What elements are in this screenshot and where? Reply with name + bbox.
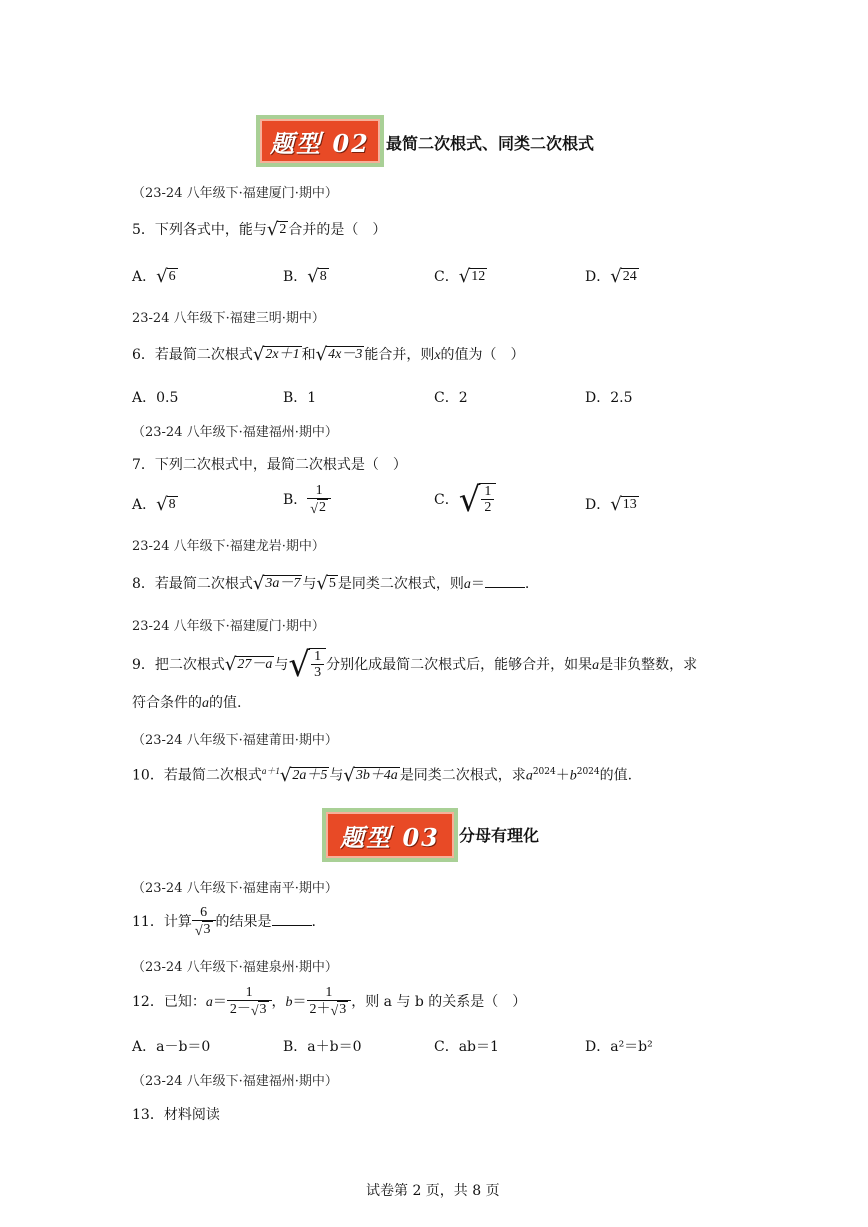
question-5: 5．下列各式中，能与 √ 2 合并的是（ ） bbox=[132, 219, 387, 240]
question-source: （23-24 八年级下·福建泉州·期中） bbox=[132, 960, 338, 975]
question-source: （23-24 八年级下·福建莆田·期中） bbox=[132, 733, 338, 748]
question-source: 23-24 八年级下·福建龙岩·期中） bbox=[132, 539, 325, 554]
question-10: 10．若最简二次根式$^{a+1}$ √ 2a＋5 与 √ 3b＋4a 是同类二次根式，求$a^{2024}+b^{2024}$的值. bbox=[132, 764, 633, 786]
section-title-02: 最简二次根式、同类二次根式 bbox=[386, 134, 595, 153]
answer-blank bbox=[485, 575, 525, 588]
question-source: （23-24 八年级下·福建南平·期中） bbox=[132, 881, 338, 896]
option-b: B．a＋b＝0 bbox=[283, 1039, 362, 1055]
option-a: A．0.5 bbox=[132, 390, 179, 406]
section-badge-text: 题型 02 bbox=[270, 128, 370, 158]
option-b: B．1 bbox=[283, 390, 317, 406]
option-c: C．ab＝1 bbox=[434, 1039, 499, 1055]
question-9-line-2: 符合条件的a的值. bbox=[132, 695, 242, 711]
option-c: C． √ 12 bbox=[434, 266, 486, 287]
option-c: C． √ $\frac{1}{2}$ bbox=[434, 483, 496, 517]
option-b: B． 1 √ 2 bbox=[283, 483, 331, 517]
section-badge-03 bbox=[322, 808, 458, 862]
question-source: （23-24 八年级下·福建厦门·期中） bbox=[132, 186, 338, 201]
section-badge-text: 题型 03 bbox=[340, 822, 440, 852]
question-6: 6．若最简二次根式 √ 2x＋1 和 √ 4x－3 能合并，则x的值为（ ） bbox=[132, 344, 525, 365]
question-source: （23-24 八年级下·福建福州·期中） bbox=[132, 425, 338, 440]
question-9: 9．把二次根式 √ 27－a 与 √ $\frac{1}{3}$ 分别化成最简二次根式后，能够合并，如果a是非负整数，求 bbox=[132, 645, 698, 686]
option-d: D．2.5 bbox=[585, 390, 633, 406]
option-c: C．2 bbox=[434, 390, 468, 406]
sqrt-expr: √ 2 bbox=[266, 219, 287, 240]
option-d: D． √ 13 bbox=[585, 494, 637, 515]
option-a: A．a－b＝0 bbox=[132, 1039, 211, 1055]
question-12: 12．已知：a＝ 1 2－ √ 3 ，b＝ 1 2＋ √ 3 ，则 a 与 b 的关系是（ ） bbox=[132, 985, 527, 1020]
section-badge-02 bbox=[256, 115, 384, 167]
question-8: 8．若最简二次根式 √ 3a－7 与 √ 5 是同类二次根式，则a＝ . bbox=[132, 573, 530, 594]
option-a: A． √ 6 bbox=[132, 266, 176, 287]
page-footer: 试卷第 2 页，共 8 页 bbox=[366, 1183, 500, 1199]
question-7: 7．下列二次根式中，最简二次根式是（ ） bbox=[132, 457, 407, 473]
option-d: D．a²＝b² bbox=[585, 1039, 653, 1055]
question-source: 23-24 八年级下·福建厦门·期中） bbox=[132, 619, 325, 634]
option-d: D． √ 24 bbox=[585, 266, 637, 287]
section-title-03: 分母有理化 bbox=[459, 826, 540, 845]
question-11: 11．计算 6 √ 3 的结果是 . bbox=[132, 905, 316, 940]
question-source: 23-24 八年级下·福建三明·期中） bbox=[132, 311, 325, 326]
question-13: 13．材料阅读 bbox=[132, 1107, 220, 1123]
question-source: （23-24 八年级下·福建福州·期中） bbox=[132, 1074, 338, 1089]
answer-blank bbox=[272, 913, 312, 926]
option-b: B． √ 8 bbox=[283, 266, 327, 287]
option-a: A． √ 8 bbox=[132, 494, 176, 515]
